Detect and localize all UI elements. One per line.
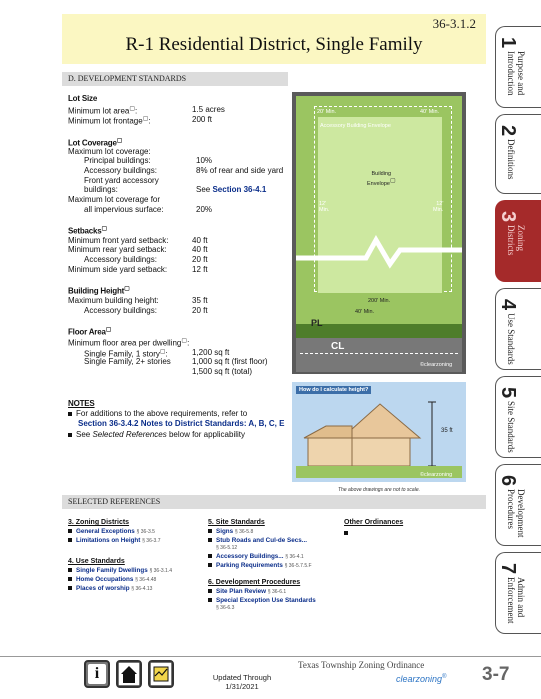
height-35-label: 35 ft (441, 428, 453, 434)
bullet-icon (208, 554, 212, 558)
sf1-value: 1,200 sq ft (192, 348, 230, 357)
bullet-icon (68, 538, 72, 542)
refs-use-heading: 4. Use Standards (68, 558, 125, 565)
section-36-4-1-link[interactable]: Section 36-4.1 (212, 185, 267, 194)
ref-limitations-height[interactable]: Limitations on Height § 36-3.7 (68, 537, 204, 544)
lot-frontage-value: 200 ft (192, 115, 213, 124)
notes-selected-refs: Selected References (92, 430, 167, 439)
tab-site-standards[interactable] (495, 376, 541, 458)
ref-single-family[interactable]: Single Family Dwellings § 36-3.1.4 (68, 567, 204, 574)
notes-heading: NOTES (68, 399, 95, 408)
tab-label: Zoning Districts (506, 225, 526, 256)
info-icon: ▢ (129, 106, 136, 112)
front-200-label: 200' Min. (368, 298, 391, 304)
acc-setback-label: Accessory buildings: (84, 255, 157, 264)
tab-label: Admin and Enforcement (506, 577, 526, 624)
notes-item2-prefix: See (76, 430, 93, 439)
accessory-cov-value: 8% of rear and side yard (196, 166, 284, 175)
max-height-value: 35 ft (192, 296, 208, 305)
diagram-credit: ©clearzoning (420, 362, 453, 368)
tab-admin-enforcement[interactable] (495, 552, 541, 634)
tab-number: 4 (497, 298, 520, 311)
updated-through: Updated Through 1/31/2021 (212, 673, 272, 691)
tab-number: 2 (497, 124, 520, 137)
refs-dev-heading: 6. Development Procedures (208, 579, 301, 586)
selected-references-bar: SELECTED REFERENCES (62, 495, 486, 509)
height-credit: ©clearzoning (420, 472, 453, 478)
bullet-icon (208, 589, 212, 593)
home-icon[interactable] (116, 660, 142, 688)
refs-zoning-heading: 3. Zoning Districts (68, 519, 130, 526)
ref-general-exceptions[interactable]: General Exceptions § 36-3.5 (68, 528, 204, 535)
bullet-icon (208, 529, 212, 533)
lot-size-heading: Lot Size (68, 94, 98, 103)
refs-col1 (68, 519, 204, 592)
tab-label: Purpose and Introduction (506, 51, 526, 96)
principal-label: Principal buildings: (84, 156, 151, 165)
notes-item1-text: For additions to the above requirements, refer to (76, 409, 248, 418)
min-floor-area-label: Minimum floor area per dwelling (68, 338, 182, 348)
principal-value: 10% (196, 156, 213, 165)
sf2-label: Single Family, 2+ stories (84, 357, 171, 366)
floor-area-heading: Floor Area (68, 327, 106, 337)
accessory-envelope-label: Accessory Building Envelope (320, 123, 391, 129)
sf2-value-2: 1,500 sq ft (total) (192, 367, 253, 376)
rear-40-label: 40' Min. (420, 109, 440, 115)
lot-break-line (296, 230, 462, 270)
info-icon: ▢ (124, 286, 130, 292)
ref-parking[interactable]: Parking Requirements § 36-5.7.5.F (208, 562, 342, 569)
acc-height-label: Accessory buildings: (84, 306, 157, 315)
front-yard-prefix: See (196, 185, 213, 194)
refs-other-heading: Other Ordinances (344, 519, 404, 526)
bullet-icon (344, 531, 348, 535)
ref-signs[interactable]: Signs § 36-5.8 (208, 528, 342, 535)
tab-number: 3 (497, 210, 520, 223)
house-illustration (296, 398, 462, 468)
bullet-icon (68, 529, 72, 533)
rear-setback-value: 40 ft (192, 245, 208, 254)
page-header (62, 14, 486, 64)
footer-divider (0, 656, 541, 657)
tab-number: 7 (497, 562, 520, 575)
tab-definitions[interactable] (495, 114, 541, 194)
bullet-icon (68, 586, 72, 590)
tab-number: 5 (497, 386, 520, 399)
impervious-value: 20% (196, 205, 213, 214)
tab-label: Development Procedures (506, 489, 526, 538)
ordinance-name: Texas Township Zoning Ordinance (298, 660, 425, 670)
clearzoning-logo: clearzoning® (396, 674, 447, 684)
scale-note: The above drawings are not to scale. (338, 487, 420, 493)
front-setback-label: Minimum front yard setback: (68, 236, 169, 245)
notes-item2-suffix: below for applicability (166, 430, 245, 439)
sf1-label: Single Family, 1 story (84, 349, 160, 359)
max-coverage-label: Maximum lot coverage: (68, 147, 151, 156)
info-icon: ▢ (159, 349, 166, 355)
acc-height-value: 20 ft (192, 306, 208, 315)
bullet-icon (208, 563, 212, 567)
refs-col2 (208, 519, 342, 611)
front-yard-label-2: buildings: (84, 185, 118, 194)
info-icon: ▢ (105, 327, 112, 333)
info-icon: ▢ (142, 116, 149, 122)
tab-label: Use Standards (506, 313, 516, 365)
setbacks-heading: Setbacks (68, 226, 102, 236)
tab-zoning-districts[interactable] (495, 200, 541, 282)
ref-home-occupations[interactable]: Home Occupations § 36-4.48 (68, 576, 204, 583)
ref-special-exception[interactable]: Special Exception Use Standards § 36-6.3 (208, 597, 342, 611)
front-yard-label-1: Front yard accessory (84, 176, 159, 185)
tab-development-procedures[interactable] (495, 464, 541, 546)
info-icon: ▢ (389, 178, 396, 184)
page-number: 3-7 (482, 664, 510, 685)
tab-label: Site Standards (506, 401, 516, 453)
bullet-icon (208, 538, 212, 542)
impervious-label-2: all impervious surface: (84, 205, 164, 214)
tab-purpose[interactable] (495, 26, 541, 108)
bullet-icon (68, 577, 72, 581)
info-icon: ▢ (181, 338, 188, 344)
lot-area-label: Minimum lot area (68, 106, 130, 116)
refs-site-heading: 5. Site Standards (208, 519, 265, 526)
info-icon: ▢ (101, 226, 108, 232)
side-setback-value: 12 ft (192, 265, 208, 274)
centerline-label: CL (331, 341, 345, 352)
tab-number: 1 (497, 36, 520, 49)
ref-places-worship[interactable]: Places of worship § 36-4.13 (68, 585, 204, 592)
page-title: R-1 Residential District, Single Family (125, 34, 423, 55)
bullet-icon (68, 433, 72, 437)
road-centerline (300, 353, 458, 354)
height-question[interactable]: How do I calculate height? (296, 386, 371, 394)
bullet-icon (68, 568, 72, 572)
ref-site-plan[interactable]: Site Plan Review § 36-6.1 (208, 588, 342, 595)
acc-setback-value: 20 ft (192, 255, 208, 264)
front-40-label: 40' Min. (355, 309, 375, 315)
sf2-value-1: 1,000 sq ft (first floor) (192, 357, 268, 366)
info-icon[interactable]: i (84, 660, 110, 688)
lot-coverage-heading: Lot Coverage (68, 138, 117, 148)
ref-accessory-buildings[interactable]: Accessory Buildings... § 36-4.1 (208, 553, 342, 560)
side-right-label: 12' Min. (433, 201, 444, 213)
rear-setback-label: Minimum rear yard setback: (68, 245, 167, 254)
tab-use-standards[interactable] (495, 288, 541, 370)
notes-section-link[interactable]: Section 36-3.4.2 Notes to District Standards: A, B, C, E (78, 419, 285, 428)
ref-other-empty (344, 530, 444, 537)
property-line-label: PL (311, 318, 323, 328)
lot-frontage-label: Minimum lot frontage (68, 116, 143, 126)
side-left-label: 12' Min. (319, 201, 330, 213)
bullet-icon (208, 598, 212, 602)
accessory-cov-label: Accessory buildings: (84, 166, 157, 175)
front-setback-value: 40 ft (192, 236, 208, 245)
tab-label: Definitions (506, 139, 516, 180)
section-number: 36-3.1.2 (432, 16, 476, 31)
max-height-label: Maximum building height: (68, 296, 159, 305)
map-icon[interactable] (148, 660, 174, 688)
building-height-heading: Building Height (68, 286, 125, 296)
ref-stub-roads[interactable]: Stub Roads and Cul-de Secs... § 36-5.12 (208, 537, 342, 551)
lot-area-value: 1.5 acres (192, 105, 225, 114)
building-envelope-label: Building Envelope▢ (367, 171, 396, 187)
development-standards: Lot Size Minimum lot area▢: 1.5 acres Minimum lot frontage▢: 200 ft Lot Coverage▢ Maximum lot coverage: Principal buildings: 10% Accessory buildings: 8% of rear and side yard Front yard accessory buildings: See Section 36-4.1 Maximum lot coverage for all impervious surface: 20% Setbacks▢ Minimum front yard setback: 40 ft Minimum rear yard setback: 40 ft Accessory buildings: 20 ft Minimum side yard setback: 12 ft Building Height▢ Maximum building height: 35 ft Accessory buildings: 20 ft Floor Area▢ Minimum floor area per dwelling▢: Single Family, 1 story▢: 1,200 sq ft Single Family, 2+ stories 1,000 sq ft (first floor) 1,500 sq ft (total) (68, 94, 284, 376)
impervious-label-1: Maximum lot coverage for (68, 195, 161, 204)
info-icon: ▢ (116, 138, 123, 144)
rear-20-label: 20' Min. (317, 109, 337, 115)
notes (68, 399, 292, 444)
side-setback-label: Minimum side yard setback: (68, 265, 168, 274)
refs-col3 (344, 519, 444, 537)
tab-number: 6 (497, 474, 520, 487)
bullet-icon (68, 412, 72, 416)
development-standards-bar: D. DEVELOPMENT STANDARDS (62, 72, 288, 86)
